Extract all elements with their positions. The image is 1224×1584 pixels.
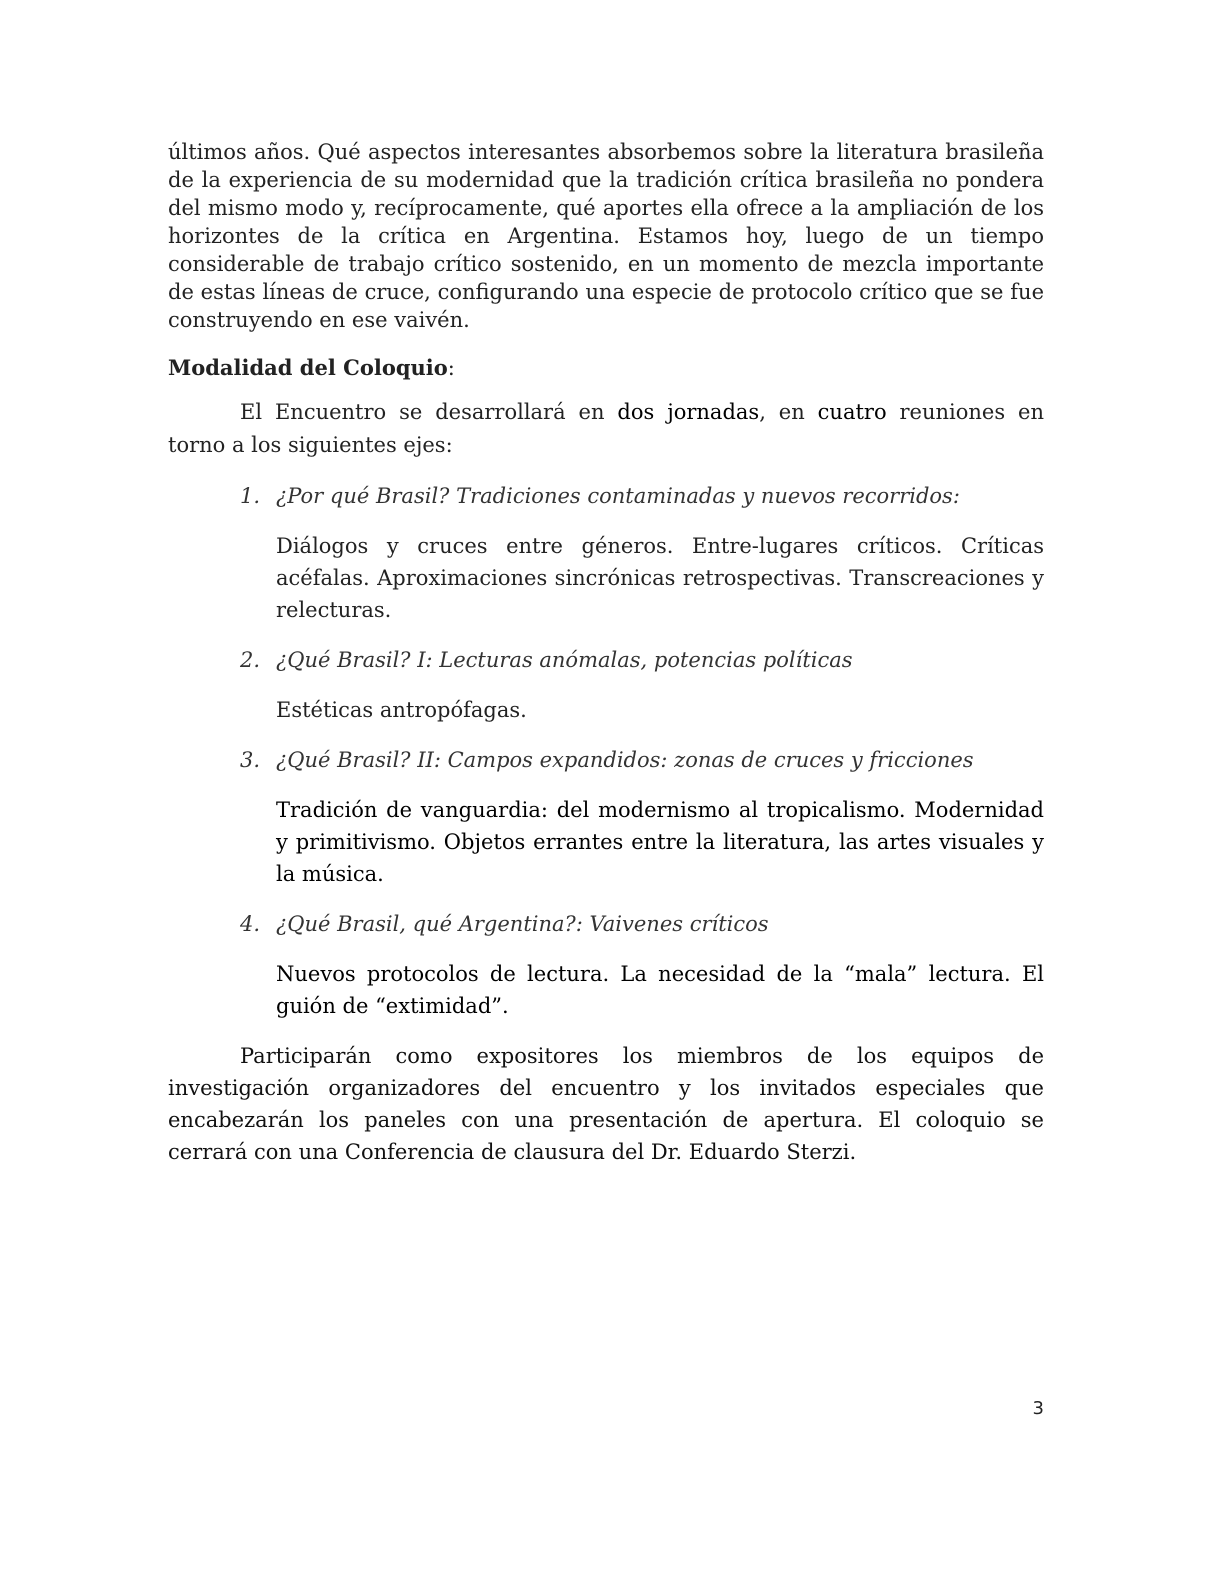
axis-description: Estéticas antropófagas. <box>276 698 527 722</box>
axis-title <box>240 908 1044 940</box>
section-heading <box>168 352 1044 384</box>
lead-part-5: reuniones en torno a los siguientes ejes: <box>168 400 1044 457</box>
axis-number: 2. <box>240 648 261 672</box>
lead-days: dos jornadas <box>617 400 760 424</box>
document-page <box>168 138 1044 1168</box>
axis-title <box>240 744 1044 776</box>
axis-number: 1. <box>240 484 261 508</box>
axes-list <box>168 480 1044 1022</box>
list-item <box>168 480 1044 626</box>
axis-number: 3. <box>240 748 261 772</box>
axis-title-text: ¿Qué Brasil? II: Campos expandidos: zonas de cruces y fricciones <box>276 748 974 772</box>
lead-part-3: , en <box>759 400 818 424</box>
lead-meetings: cuatro <box>817 400 887 424</box>
axis-title <box>240 480 1044 512</box>
list-item <box>168 908 1044 1022</box>
axis-description: Diálogos y cruces entre géneros. Entre-lugares críticos. Críticas acéfalas. Aproximaciones sincrónicas retrospectivas. Transcreaciones y relecturas. <box>276 534 1044 622</box>
lead-part-1: El Encuentro se desarrollará en <box>240 400 618 424</box>
list-item <box>168 644 1044 726</box>
axis-title-text: ¿Por qué Brasil? Tradiciones contaminadas y nuevos recorridos: <box>276 484 960 508</box>
axis-description: Nuevos protocolos de lectura. La necesidad de la “mala” lectura. El guión de “extimidad”. <box>276 962 1044 1018</box>
closing-paragraph: Participarán como expositores los miembros de los equipos de investigación organizadores del encuentro y los invitados especiales que encabezarán los paneles con una presentación de apertura. El coloquio se cerrará con una Conferencia de clausura del Dr. Eduardo Sterzi. <box>168 1044 1044 1164</box>
section-heading-colon: : <box>447 356 455 380</box>
axis-description: Tradición de vanguardia: del modernismo al tropicalismo. Modernidad y primitivismo. Objetos errantes entre la literatura, las artes visuales y la música. <box>276 798 1044 886</box>
axis-title-text: ¿Qué Brasil? I: Lecturas anómalas, potencias políticas <box>276 648 853 672</box>
axis-number: 4. <box>240 912 261 936</box>
lead-paragraph <box>168 396 1044 462</box>
page-number: 3 <box>1032 1398 1044 1419</box>
axis-title-text: ¿Qué Brasil, qué Argentina?: Vaivenes críticos <box>276 912 769 936</box>
intro-paragraph: últimos años. Qué aspectos interesantes absorbemos sobre la literatura brasileña de la experiencia de su modernidad que la tradición crítica brasileña no pondera del mismo modo y, recíprocamente, qué aportes ella ofrece a la ampliación de los horizontes de la crítica en Argentina. Estamos hoy, luego de un tiempo considerable de trabajo crítico sostenido, en un momento de mezcla importante de estas líneas de cruce, configurando una especie de protocolo crítico que se fue construyendo en ese vaivén. <box>168 140 1044 332</box>
section-heading-text: Modalidad del Coloquio <box>168 355 448 380</box>
list-item <box>168 744 1044 890</box>
axis-title <box>240 644 1044 676</box>
